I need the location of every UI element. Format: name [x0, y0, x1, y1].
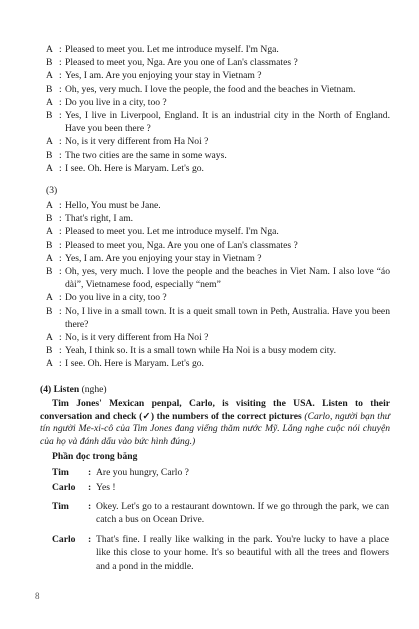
- speaker: B: [46, 213, 53, 225]
- line-text: Do you live in a city, too ?: [65, 96, 167, 108]
- tape-line: Carlo : Yes !: [52, 481, 389, 500]
- dialogue-line: A : Pleased to meet you. Let me introduce myself. I'm Nga.: [46, 43, 390, 56]
- dialogue-line: B : The two cities are the same in some ways.: [46, 149, 390, 162]
- line-text: Yeah, I think so. It is a small town while Ha Noi is a busy modem city.: [65, 345, 336, 357]
- speaker: B: [46, 109, 53, 121]
- speaker: B: [46, 57, 53, 69]
- speaker: B: [46, 305, 53, 317]
- dialogue-line: B : That's right, I am.: [46, 212, 390, 225]
- line-text: I see. Oh. Here is Maryam. Let's go.: [65, 162, 204, 174]
- dialogue-line: A : Pleased to meet you. Let me introduce myself. I'm Nga.: [46, 225, 390, 238]
- line-text: Pleased to meet you. Let me introduce myself. I'm Nga.: [65, 226, 279, 238]
- dialogue-line: A : Do you live in a city, too ?: [46, 291, 390, 304]
- line-text: No, I live in a small town. It is a queit small town in Peth, Australia. Have you been there?: [65, 305, 390, 330]
- dialogue-line: A : No, is it very different from Ha Noi ?: [46, 135, 390, 148]
- section-heading-title: (4) Listen: [40, 384, 80, 395]
- speaker: B: [46, 149, 53, 161]
- line-text: No, is it very different from Ha Noi ?: [65, 136, 209, 148]
- speaker: B: [46, 239, 53, 251]
- line-text: Pleased to meet you, Nga. Are you one of Lan's classmates ?: [65, 239, 298, 251]
- page-number: 8: [35, 591, 40, 601]
- dialogue-line: A : Do you live in a city, too ?: [46, 96, 390, 109]
- speaker: B: [46, 83, 53, 95]
- line-text: Yes, I am. Are you enjoying your stay in Vietnam ?: [65, 70, 262, 82]
- line-text: Hello, You must be Jane.: [65, 200, 161, 211]
- speaker: B: [46, 265, 53, 277]
- speaker: Tim: [52, 501, 69, 512]
- line-text: Are you hungry, Carlo ?: [96, 467, 189, 478]
- tape-line: Tim : Okey. Let's go to a restaurant downtown. If we go through the park, we can catch a bus on Ocean Drive.: [52, 500, 389, 533]
- dialogue-line: A : Hello, You must be Jane.: [46, 199, 390, 212]
- line-text: Yes !: [96, 482, 116, 493]
- dialogue-line: B : Pleased to meet you, Nga. Are you one of Lan's classmates ?: [46, 56, 390, 69]
- tape-script-dialogue: [52, 466, 389, 573]
- speaker: Tim: [52, 467, 69, 478]
- speaker: A: [46, 226, 53, 238]
- line-text: Oh, yes, very much. I love the people and the beaches in Viet Nam. I also love “áo dài”, Vietnamese food, especially “nem”: [65, 265, 390, 291]
- line-text: Do you live in a city, too ?: [65, 292, 167, 304]
- instruction-english: Tim Jones' Mexican penpal, Carlo, is visiting the USA. Listen to their conversation and check (✓) the numbers of the correct pictures: [40, 398, 390, 422]
- line-text: Oh, yes, very much. I love the people, the food and the beaches in Vietnam.: [65, 83, 356, 95]
- dialogue-line: B : Oh, yes, very much. I love the people and the beaches in Viet Nam. I also love “áo dài”, Vietnamese food, especially “nem”: [46, 265, 390, 291]
- line-text: Yes, I live in Liverpool, England. It is an industrial city in the North of England. Have you been there ?: [65, 109, 390, 135]
- line-text: Pleased to meet you, Nga. Are you one of Lan's classmates ?: [65, 57, 298, 69]
- section-heading: [40, 383, 392, 396]
- speaker: Carlo: [52, 534, 76, 545]
- dialogue-line: A : Yes, I am. Are you enjoying your stay in Vietnam ?: [46, 69, 390, 82]
- speaker: A: [46, 162, 53, 174]
- dialogue-line: A : I see. Oh. Here is Maryam. Let's go.: [46, 162, 390, 175]
- dialogue-part-2: [46, 43, 390, 175]
- speaker: A: [46, 331, 53, 343]
- line-text: Pleased to meet you. Let me introduce myself. I'm Nga.: [65, 44, 279, 55]
- instruction-vietnamese: (Carlo, người bạn thư tín người Me-xi-cô của Tim Jones đang viếng thăm nước Mỹ. Lắng nghe cuộc nói chuyện của họ và đánh dấu vào bức hình đúng.): [40, 410, 390, 447]
- speaker: A: [46, 358, 53, 370]
- line-text: That's right, I am.: [65, 213, 134, 225]
- dialogue-line: A : No, is it very different from Ha Noi ?: [46, 331, 390, 344]
- tape-line: Carlo : That's fine. I really like walking in the park. You're lucky to have a place like this close to your home. It's so beautiful with all the trees and flowers and a pond in the middle.: [52, 534, 389, 572]
- dialogue-line: B : Yes, I live in Liverpool, England. It is an industrial city in the North of England. Have you been there ?: [46, 109, 390, 135]
- speaker: A: [46, 252, 53, 264]
- speaker: Carlo: [52, 482, 76, 493]
- line-text: Yes, I am. Are you enjoying your stay in Vietnam ?: [65, 252, 262, 264]
- section-heading-translation: (nghe): [79, 384, 107, 395]
- line-text: Okey. Let's go to a restaurant downtown. If we go through the park, we can catch a bus on Ocean Drive.: [96, 501, 389, 526]
- speaker: A: [46, 96, 53, 108]
- dialogue-line: A : Yes, I am. Are you enjoying your stay in Vietnam ?: [46, 252, 390, 265]
- dialogue-line: B : Pleased to meet you, Nga. Are you one of Lan's classmates ?: [46, 239, 390, 252]
- line-text: That's fine. I really like walking in the park. You're lucky to have a place like this close to your home. It's so beautiful with all the trees and flowers and a pond in the middle.: [96, 534, 389, 572]
- line-text: No, is it very different from Ha Noi ?: [65, 331, 209, 343]
- dialogue-part-3: [46, 199, 390, 370]
- speaker: A: [46, 136, 53, 148]
- dialogue-line: A : I see. Oh. Here is Maryam. Let's go.: [46, 357, 390, 370]
- speaker: B: [46, 345, 53, 357]
- dialogue-line: B : No, I live in a small town. It is a queit small town in Peth, Australia. Have you been there?: [46, 305, 390, 330]
- speaker: A: [46, 200, 53, 211]
- speaker: A: [46, 44, 53, 55]
- speaker: A: [46, 70, 53, 82]
- line-text: I see. Oh. Here is Maryam. Let's go.: [65, 358, 204, 370]
- part-number: (3): [46, 185, 58, 196]
- exercise-instruction: [40, 398, 390, 448]
- tape-script-heading: Phần đọc trong băng: [52, 451, 138, 462]
- line-text: The two cities are the same in some ways.: [65, 149, 227, 161]
- dialogue-line: B : Yeah, I think so. It is a small town while Ha Noi is a busy modem city.: [46, 344, 390, 357]
- tape-line: Tim : Are you hungry, Carlo ?: [52, 466, 389, 481]
- dialogue-line: B : Oh, yes, very much. I love the people, the food and the beaches in Vietnam.: [46, 83, 390, 96]
- speaker: A: [46, 292, 53, 304]
